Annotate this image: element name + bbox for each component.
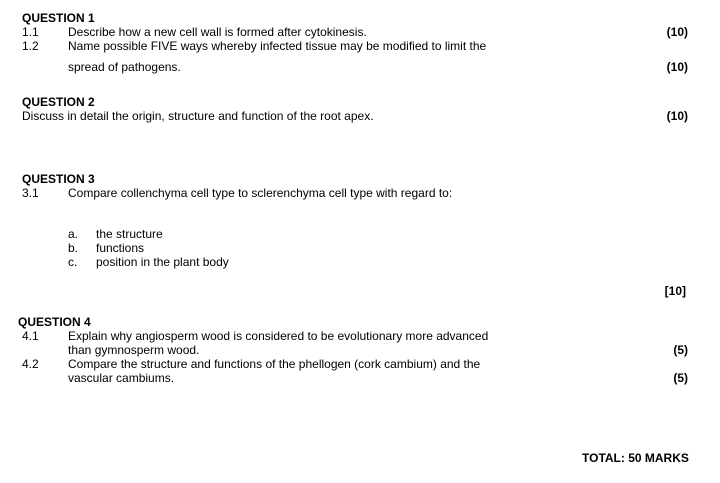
q1-1-number: 1.1 [22, 25, 39, 39]
q1-2-text-line1: Name possible FIVE ways whereby infected tissue may be modified to limit the [68, 39, 487, 53]
q3-subitem-c-text: position in the plant body [96, 255, 229, 269]
q1-2-number: 1.2 [22, 39, 39, 53]
q1-2-marks: (10) [666, 60, 688, 74]
q4-1-text-line2: than gymnosperm wood. [68, 343, 200, 357]
q4-2-marks: (5) [673, 371, 688, 385]
question-3-heading: QUESTION 3 [22, 172, 95, 186]
q1-1-text: Describe how a new cell wall is formed after cytokinesis. [68, 25, 367, 39]
total-marks: TOTAL: 50 MARKS [582, 451, 689, 465]
q4-1-text-line1: Explain why angiosperm wood is considered to be evolutionary more advanced [68, 329, 489, 343]
q4-2-text-line1: Compare the structure and functions of the phellogen (cork cambium) and the [68, 357, 481, 371]
q3-1-number: 3.1 [22, 186, 39, 200]
q3-subitem-a-letter: a. [68, 227, 79, 241]
q4-1-number: 4.1 [22, 329, 39, 343]
question-4-heading: QUESTION 4 [18, 315, 91, 329]
q3-1-text: Compare collenchyma cell type to sclerenchyma cell type with regard to: [68, 186, 453, 200]
q3-subitem-c-letter: c. [68, 255, 78, 269]
q3-marks: [10] [664, 284, 686, 298]
q1-1-marks: (10) [666, 25, 688, 39]
question-2-heading: QUESTION 2 [22, 95, 95, 109]
q3-subitem-b-text: functions [96, 241, 145, 255]
q4-2-number: 4.2 [22, 357, 39, 371]
q3-subitem-b-letter: b. [68, 241, 79, 255]
q1-2-text-line2: spread of pathogens. [68, 60, 181, 74]
q3-subitem-a-text: the structure [96, 227, 163, 241]
q2-text: Discuss in detail the origin, structure and function of the root apex. [22, 109, 374, 123]
q4-1-marks: (5) [673, 343, 688, 357]
q4-2-text-line2: vascular cambiums. [68, 371, 175, 385]
q2-marks: (10) [666, 109, 688, 123]
question-1-heading: QUESTION 1 [22, 11, 95, 25]
